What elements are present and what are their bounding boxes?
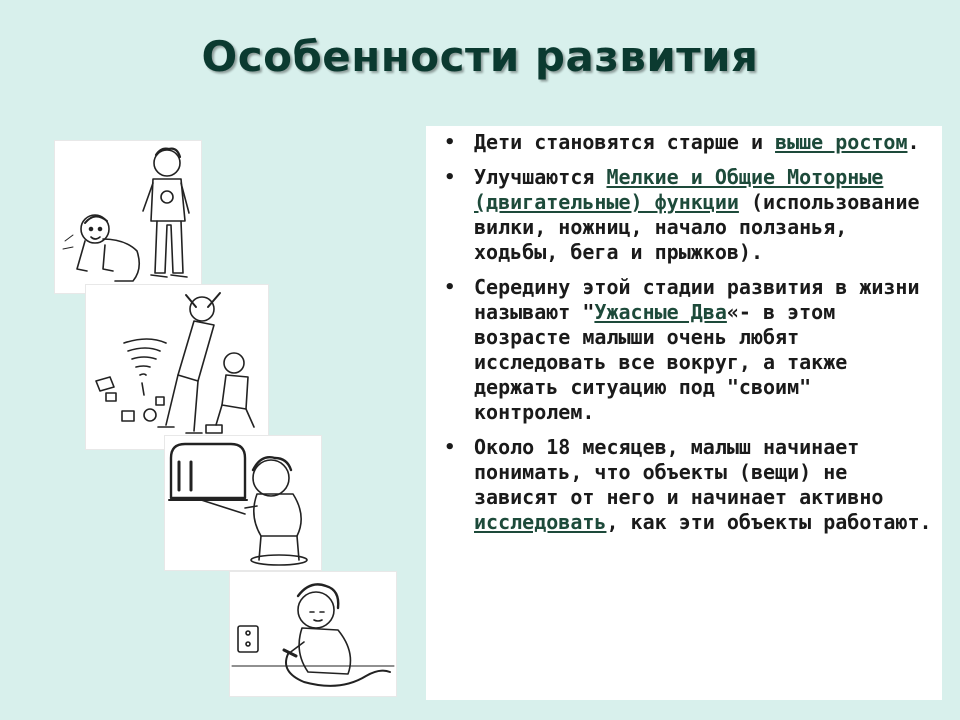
tantrum-child-with-toys-illustration <box>86 285 268 449</box>
bullet-text-panel <box>426 126 942 700</box>
bullet-text: Середину этой стадии развития в жизни называют " <box>474 275 920 324</box>
bullet-item <box>438 165 932 265</box>
bullet-text: Около 18 месяцев, малыш начинает понимать, что объекты (вещи) не зависят от него и начинает активно <box>474 435 884 509</box>
bullet-dot: • <box>444 167 456 188</box>
child-with-toaster-illustration <box>165 436 321 570</box>
bullet-text: (использование вилки, ножниц, начало ползанья, ходьбы, бега и прыжков). <box>474 190 920 264</box>
bullet-dot: • <box>444 277 456 298</box>
children-standing-crawling-illustration <box>55 141 201 293</box>
bullet-text: , как эти объекты работают. <box>606 510 932 534</box>
bullet-list <box>438 130 932 535</box>
bullet-dot: • <box>444 132 456 153</box>
bullet-item <box>438 435 932 535</box>
bullet-text: Дети становятся старше и <box>474 130 776 154</box>
bullet-item <box>438 130 932 155</box>
bullet-item <box>438 275 932 425</box>
hyperlink[interactable]: исследовать <box>474 510 607 534</box>
bullet-text: «- в этом возрасте малыши очень любят исследовать все вокруг, а также держать ситуацию под "своим" контролем. <box>474 300 848 424</box>
slide-title: Особенности развития <box>201 32 759 81</box>
bullet-text: Улучшаются <box>474 165 607 189</box>
hyperlink[interactable]: выше ростом <box>775 130 908 154</box>
child-near-power-outlet-illustration <box>230 572 396 696</box>
bullet-text: . <box>907 130 920 154</box>
bullet-dot: • <box>444 437 456 458</box>
hyperlink[interactable]: Ужасные Два <box>594 300 727 324</box>
hyperlink[interactable]: Мелкие и Общие Моторные (двигательные) функции <box>474 165 884 214</box>
